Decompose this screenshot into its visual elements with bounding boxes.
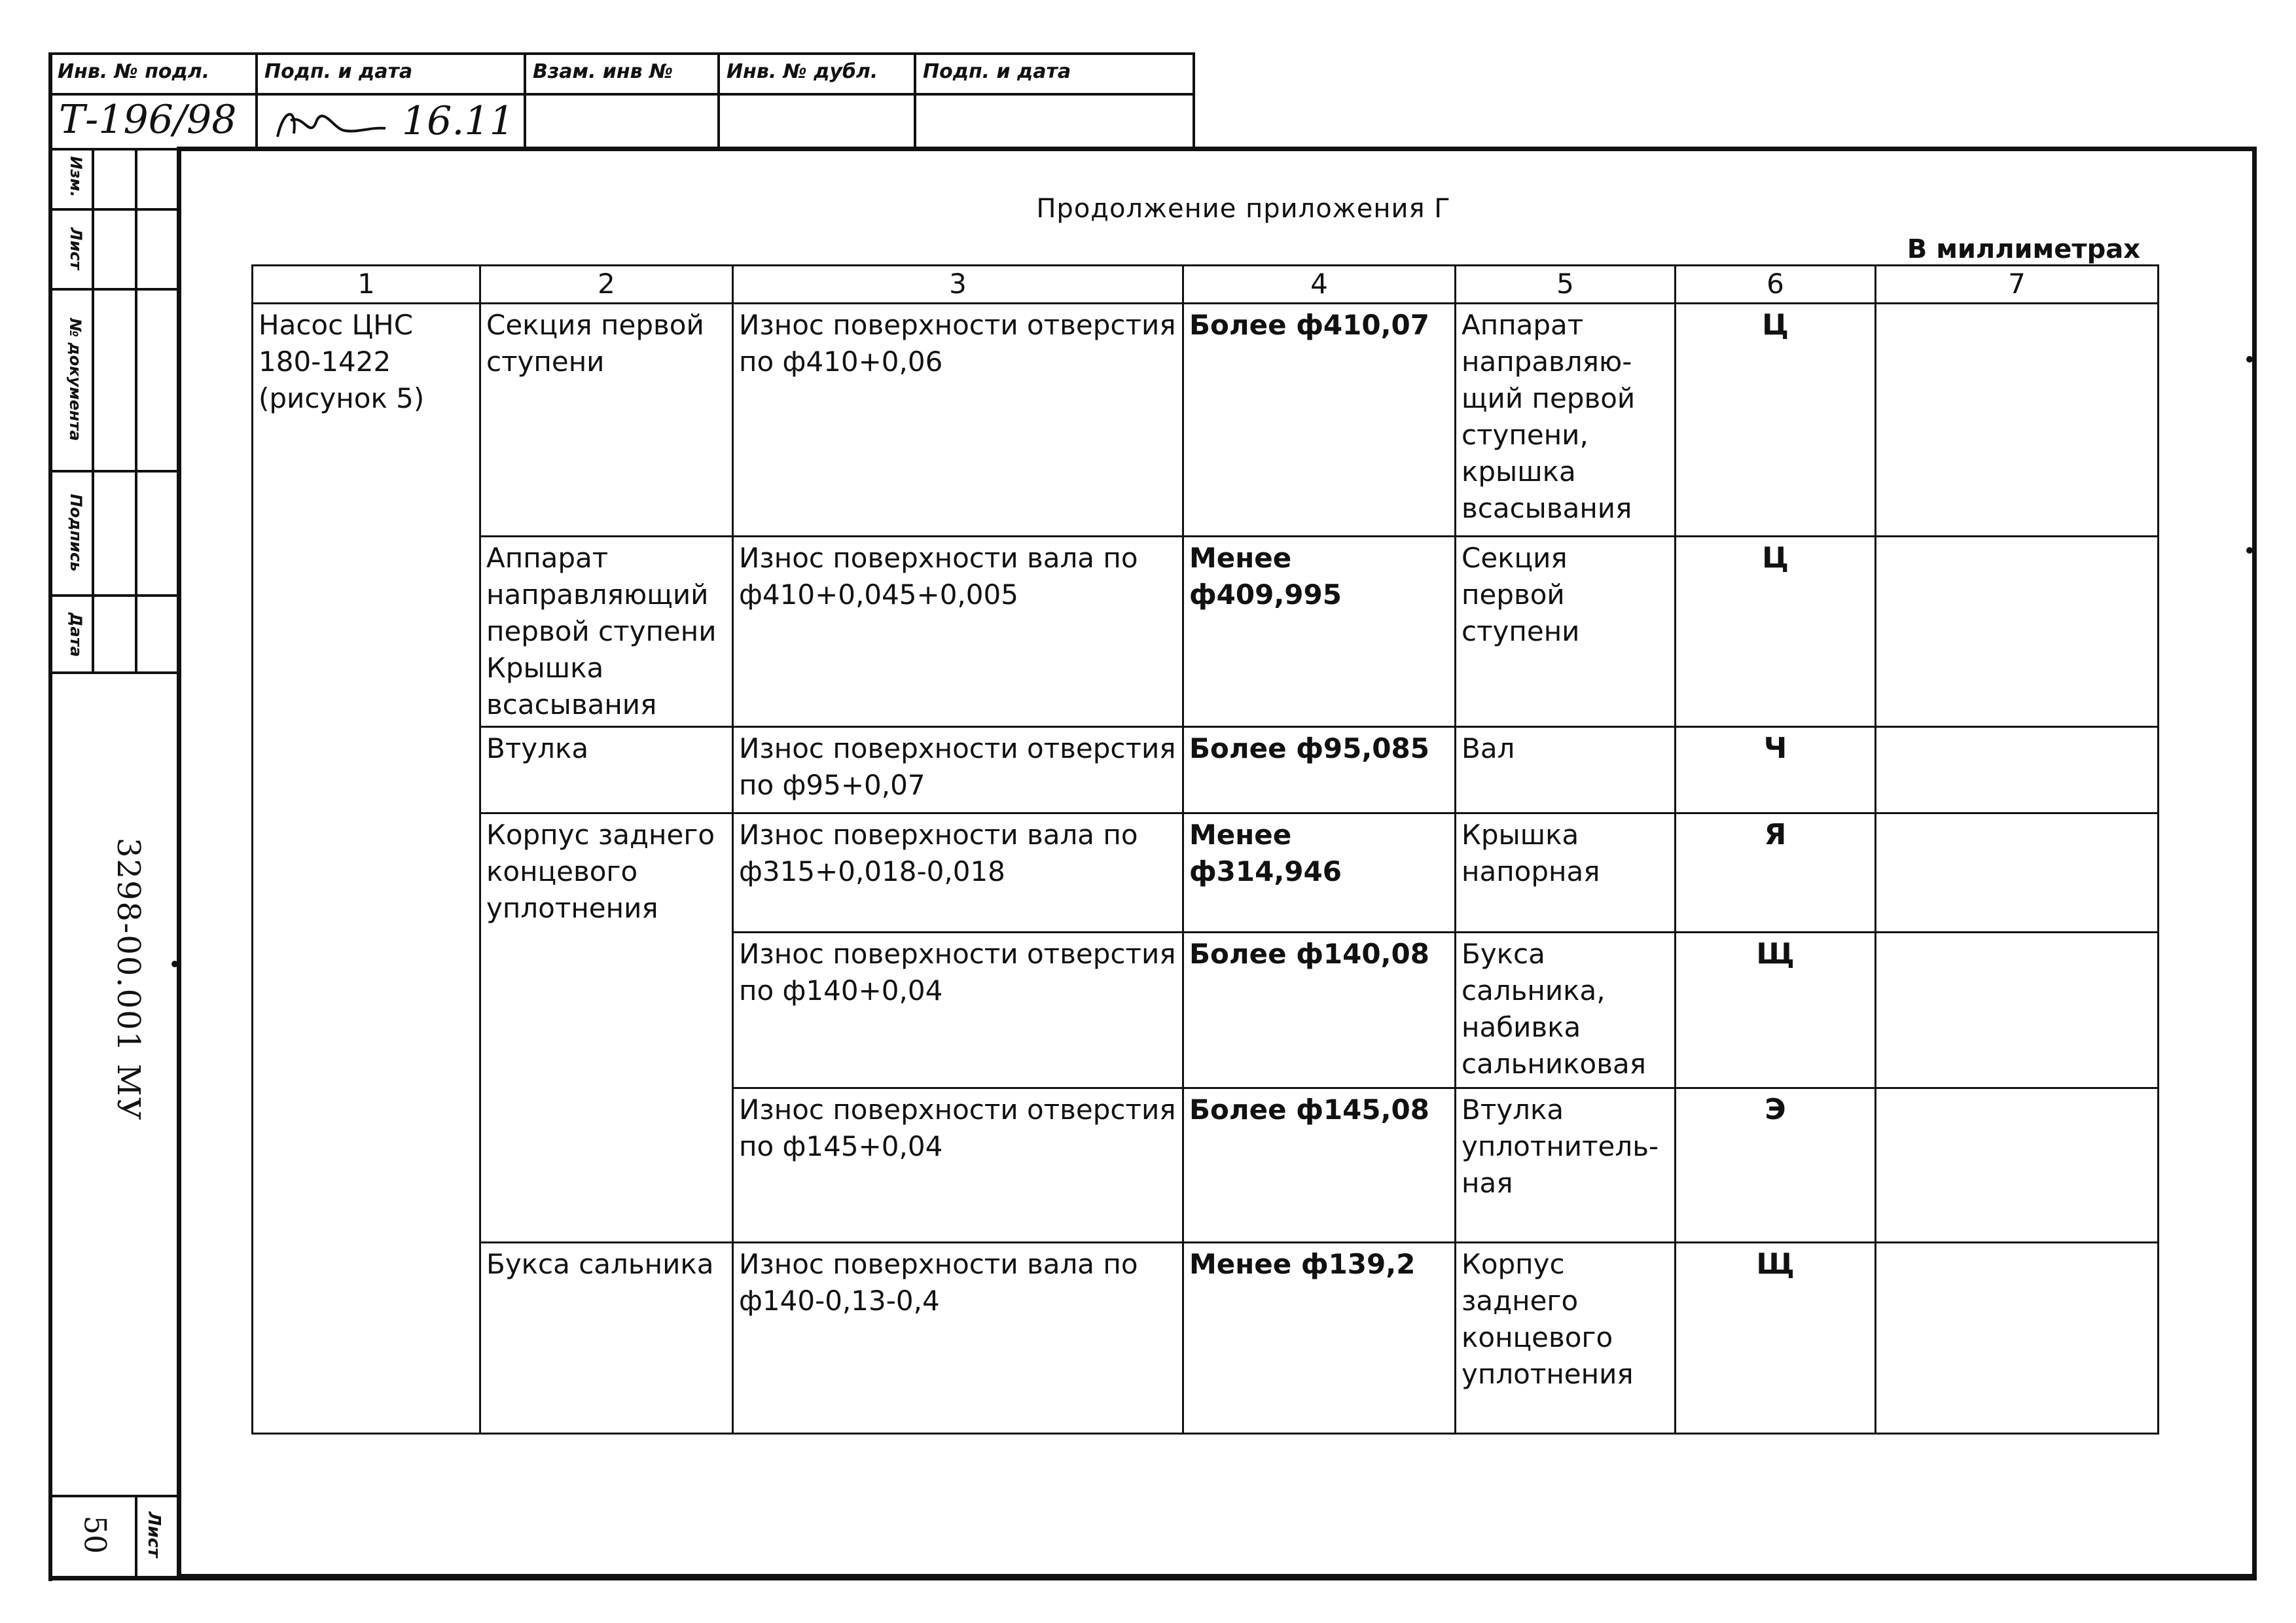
mating-part-cell: Втулка уплотнитель-ная <box>1456 1088 1676 1243</box>
col-header-3: 3 <box>733 266 1183 304</box>
code-cell: Я <box>1676 813 1876 933</box>
defect-cell: Износ поверхности вала по ф315+0,018-0,018 <box>733 813 1183 933</box>
defects-table <box>251 264 2159 1435</box>
side-label-sheet: Лист <box>67 227 85 270</box>
col-header-1: 1 <box>253 266 480 304</box>
side-label-document: № документа <box>66 318 84 441</box>
stamp-date-value: 16.11 <box>402 98 514 144</box>
col-header-7: 7 <box>1876 266 2159 304</box>
note-cell <box>1876 1088 2159 1243</box>
table-row <box>253 304 2159 537</box>
units-note: В миллиметрах <box>1907 234 2140 264</box>
code-cell: Э <box>1676 1088 1876 1243</box>
table-row <box>253 1243 2159 1434</box>
mating-part-cell: Букса сальника, набивка сальниковая <box>1456 933 1676 1088</box>
sheet-number: 50 <box>77 1515 113 1554</box>
defect-cell: Износ поверхности отверстия по ф140+0,04 <box>733 933 1183 1088</box>
code-cell: Ч <box>1676 727 1876 813</box>
code-cell: Ц <box>1676 537 1876 727</box>
col-header-2: 2 <box>480 266 733 304</box>
part-cell: Секция первой ступени <box>480 304 733 537</box>
page-title: Продолжение приложения Г <box>1036 194 1451 224</box>
defect-cell: Износ поверхности отверстия по ф95+0,07 <box>733 727 1183 813</box>
stamp-header-replacement-inv: Взам. инв № <box>524 52 720 96</box>
limit-cell: Менее ф139,2 <box>1183 1243 1456 1434</box>
col-header-4: 4 <box>1183 266 1456 304</box>
binding-hole-2 <box>2246 547 2253 554</box>
limit-cell: Менее ф314,946 <box>1183 813 1456 933</box>
defect-cell: Износ поверхности вала по ф140-0,13-0,4 <box>733 1243 1183 1434</box>
side-label-signature: Подпись <box>67 493 85 572</box>
side-label-change: Изм. <box>67 156 85 198</box>
stamp-header-signature-date: Подп. и дата <box>255 52 526 96</box>
note-cell <box>1876 933 2159 1088</box>
defect-cell: Износ поверхности отверстия по ф410+0,06 <box>733 304 1183 537</box>
mating-part-cell: Секция первой ступени <box>1456 537 1676 727</box>
limit-cell: Более ф140,08 <box>1183 933 1456 1088</box>
limit-cell: Более ф410,07 <box>1183 304 1456 537</box>
stamp-inventory-number: Т-196/98 <box>48 93 258 151</box>
side-label-date: Дата <box>67 613 85 657</box>
code-cell: Щ <box>1676 933 1876 1088</box>
document-code: 3298-00.001 МУ <box>110 838 147 1122</box>
binding-hole-3 <box>171 961 178 967</box>
defect-cell: Износ поверхности отверстия по ф145+0,04 <box>733 1088 1183 1243</box>
code-cell: Ц <box>1676 304 1876 537</box>
code-cell: Щ <box>1676 1243 1876 1434</box>
stamp-empty-2 <box>717 93 916 151</box>
part-cell: Корпус заднего концевого уплотнения <box>480 813 733 1243</box>
pump-name-cell: Насос ЦНС 180-1422 (рисунок 5) <box>253 304 480 1434</box>
col-header-6: 6 <box>1676 266 1876 304</box>
stamp-signature-date <box>255 93 526 151</box>
part-cell: Букса сальника <box>480 1243 733 1434</box>
stamp-empty-1 <box>524 93 720 151</box>
sheet-label: Лист <box>144 1511 164 1558</box>
table-header-row <box>253 266 2159 304</box>
note-cell <box>1876 813 2159 933</box>
mating-part-cell: Аппарат направляю-щий первой ступени, крышка всасывания <box>1456 304 1676 537</box>
part-cell: Втулка <box>480 727 733 813</box>
part-cell: Аппарат направляющий первой ступени Крышка всасывания <box>480 537 733 727</box>
defect-cell: Износ поверхности вала по ф410+0,045+0,005 <box>733 537 1183 727</box>
table-row <box>253 813 2159 933</box>
stamp-empty-3 <box>914 93 1195 151</box>
note-cell <box>1876 1243 2159 1434</box>
strip-h-2 <box>48 288 179 291</box>
table-row <box>253 727 2159 813</box>
limit-cell: Более ф145,08 <box>1183 1088 1456 1243</box>
note-cell <box>1876 537 2159 727</box>
signature-mark <box>271 101 389 147</box>
stamp-header-inv-original: Инв. № подл. <box>48 52 258 96</box>
strip-h-3 <box>48 470 179 473</box>
mating-part-cell: Крышка напорная <box>1456 813 1676 933</box>
binding-hole-1 <box>2246 356 2253 363</box>
outer-bottom-border <box>48 1576 2257 1580</box>
stamp-header-signature-date-2: Подп. и дата <box>914 52 1195 96</box>
strip-sheet-divider <box>135 1495 137 1580</box>
note-cell <box>1876 304 2159 537</box>
strip-h-6 <box>48 1495 179 1497</box>
limit-cell: Менее ф409,995 <box>1183 537 1456 727</box>
stamp-header-inv-duplicate: Инв. № дубл. <box>717 52 916 96</box>
note-cell <box>1876 727 2159 813</box>
outer-left-border <box>48 52 52 1581</box>
mating-part-cell: Вал <box>1456 727 1676 813</box>
table-row <box>253 537 2159 727</box>
col-header-5: 5 <box>1456 266 1676 304</box>
limit-cell: Более ф95,085 <box>1183 727 1456 813</box>
mating-part-cell: Корпус заднего концевого уплотнения <box>1456 1243 1676 1434</box>
